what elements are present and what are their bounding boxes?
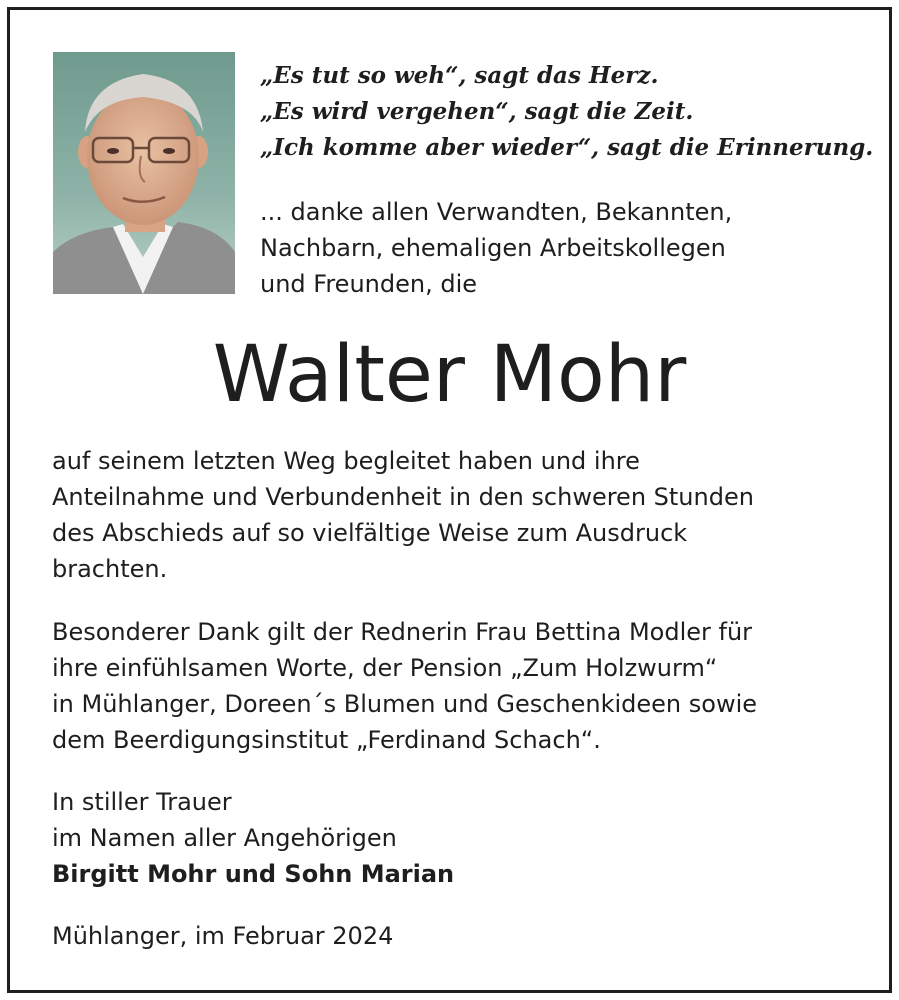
intro-line: ... danke allen Verwandten, Bekannten, (260, 198, 733, 226)
paragraph-line: ihre einfühlsamen Worte, der Pension „Zum Holzwurm“ (52, 654, 718, 682)
thanks-paragraph (52, 443, 872, 587)
intro-line: Nachbarn, ehemaligen Arbeitskollegen (260, 234, 726, 262)
quote-block (260, 58, 874, 166)
intro-line: und Freunden, die (260, 270, 478, 298)
paragraph-line: brachten. (52, 555, 168, 583)
signature-block (52, 784, 872, 892)
quote-line: „Es wird vergehen“, sagt die Zeit. (260, 98, 694, 125)
signature-line: im Namen aller Angehörigen (52, 824, 397, 852)
paragraph-line: in Mühlanger, Doreen´s Blumen und Geschenkideen sowie (52, 690, 758, 718)
signature-line: In stiller Trauer (52, 788, 232, 816)
portrait-photo (53, 52, 235, 294)
paragraph-line: auf seinem letzten Weg begleitet haben und ihre (52, 447, 640, 475)
paragraph-line: Anteilnahme und Verbundenheit in den schweren Stunden (52, 483, 754, 511)
portrait-image (53, 52, 235, 294)
place-date (52, 918, 872, 954)
signature-names: Birgitt Mohr und Sohn Marian (52, 860, 455, 888)
paragraph-line: Besonderer Dank gilt der Rednerin Frau Bettina Modler für (52, 618, 753, 646)
special-thanks-paragraph (52, 614, 872, 758)
place-date-line: Mühlanger, im Februar 2024 (52, 922, 394, 950)
deceased-name: Walter Mohr (212, 330, 687, 420)
intro-text (260, 194, 860, 302)
paragraph-line: des Abschieds auf so vielfältige Weise zum Ausdruck (52, 519, 688, 547)
quote-line: „Ich komme aber wieder“, sagt die Erinnerung. (260, 134, 874, 161)
paragraph-line: dem Beerdigungsinstitut „Ferdinand Schach“. (52, 726, 601, 754)
quote-line: „Es tut so weh“, sagt das Herz. (260, 62, 659, 89)
